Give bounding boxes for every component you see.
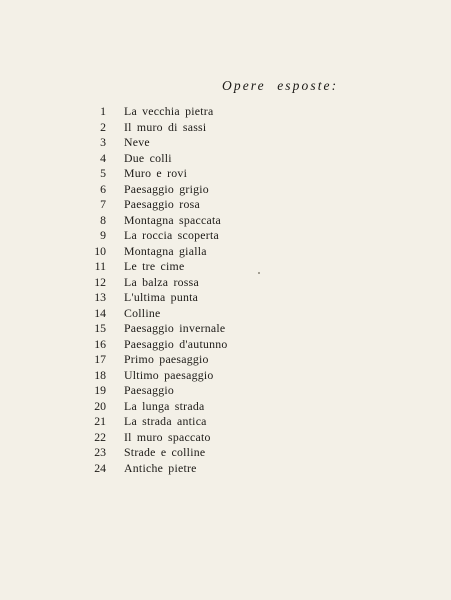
work-title: La strada antica (124, 414, 207, 428)
work-number: 15 (94, 321, 106, 335)
work-item (86, 368, 228, 384)
work-title: Paesaggio invernale (124, 321, 226, 335)
work-item (86, 135, 228, 151)
work-item (86, 321, 228, 337)
paper-speck (258, 272, 260, 274)
work-item (86, 290, 228, 306)
work-number: 21 (94, 414, 106, 428)
work-number: 1 (100, 104, 106, 118)
work-number: 24 (94, 460, 106, 475)
work-item (86, 228, 228, 244)
work-number: 11 (94, 259, 106, 273)
work-item (86, 430, 228, 446)
work-title: Le tre cime (124, 259, 185, 273)
work-title: Montagna gialla (124, 243, 207, 258)
work-title: Montagna spaccata (124, 212, 221, 227)
work-title: Il muro spaccato (124, 429, 211, 444)
work-number: 23 (94, 445, 106, 459)
work-number: 6 (100, 181, 106, 196)
works-list (86, 104, 228, 476)
work-item (86, 461, 228, 477)
work-item (86, 197, 228, 213)
work-title: Neve (124, 135, 150, 149)
work-number: 17 (94, 352, 106, 366)
page-title: Opere esposte: (222, 78, 339, 93)
work-title: Ultimo paesaggio (124, 367, 214, 382)
work-title: Antiche pietre (124, 460, 197, 475)
work-item (86, 120, 228, 136)
work-title: Paesaggio d'autunno (124, 336, 228, 351)
work-title: La balza rossa (124, 274, 199, 289)
work-number: 10 (94, 243, 106, 258)
work-item (86, 399, 228, 415)
work-number: 14 (94, 305, 106, 320)
work-title: Paesaggio (124, 383, 175, 397)
work-item (86, 259, 228, 275)
work-number: 5 (100, 166, 106, 180)
work-title: Paesaggio grigio (124, 181, 209, 196)
work-item (86, 275, 228, 291)
work-number: 16 (94, 336, 106, 351)
work-number: 18 (94, 367, 106, 382)
work-number: 13 (94, 290, 106, 304)
work-item (86, 306, 228, 322)
work-title: Il muro di sassi (124, 119, 207, 134)
work-item (86, 414, 228, 430)
work-title: La lunga strada (124, 398, 205, 413)
work-title: La vecchia pietra (124, 104, 214, 118)
work-title: Primo paesaggio (124, 352, 209, 366)
work-title: L'ultima punta (124, 290, 199, 304)
work-item (86, 151, 228, 167)
work-title: Strade e colline (124, 445, 206, 459)
work-item (86, 445, 228, 461)
work-number: 22 (94, 429, 106, 444)
work-number: 7 (100, 197, 106, 211)
work-item (86, 244, 228, 260)
work-number: 3 (100, 135, 106, 149)
work-title: La roccia scoperta (124, 228, 219, 242)
work-title: Due colli (124, 150, 172, 165)
work-title: Colline (124, 305, 161, 320)
work-number: 2 (100, 119, 106, 134)
work-number: 20 (94, 398, 106, 413)
work-title: Paesaggio rosa (124, 197, 200, 211)
work-item (86, 213, 228, 229)
work-number: 9 (100, 228, 106, 242)
work-item (86, 383, 228, 399)
work-item (86, 166, 228, 182)
work-item (86, 104, 228, 120)
work-item (86, 337, 228, 353)
work-number: 19 (94, 383, 106, 397)
work-number: 12 (94, 274, 106, 289)
work-number: 8 (100, 212, 106, 227)
work-item (86, 182, 228, 198)
work-title: Muro e rovi (124, 166, 188, 180)
work-item (86, 352, 228, 368)
work-number: 4 (100, 150, 106, 165)
